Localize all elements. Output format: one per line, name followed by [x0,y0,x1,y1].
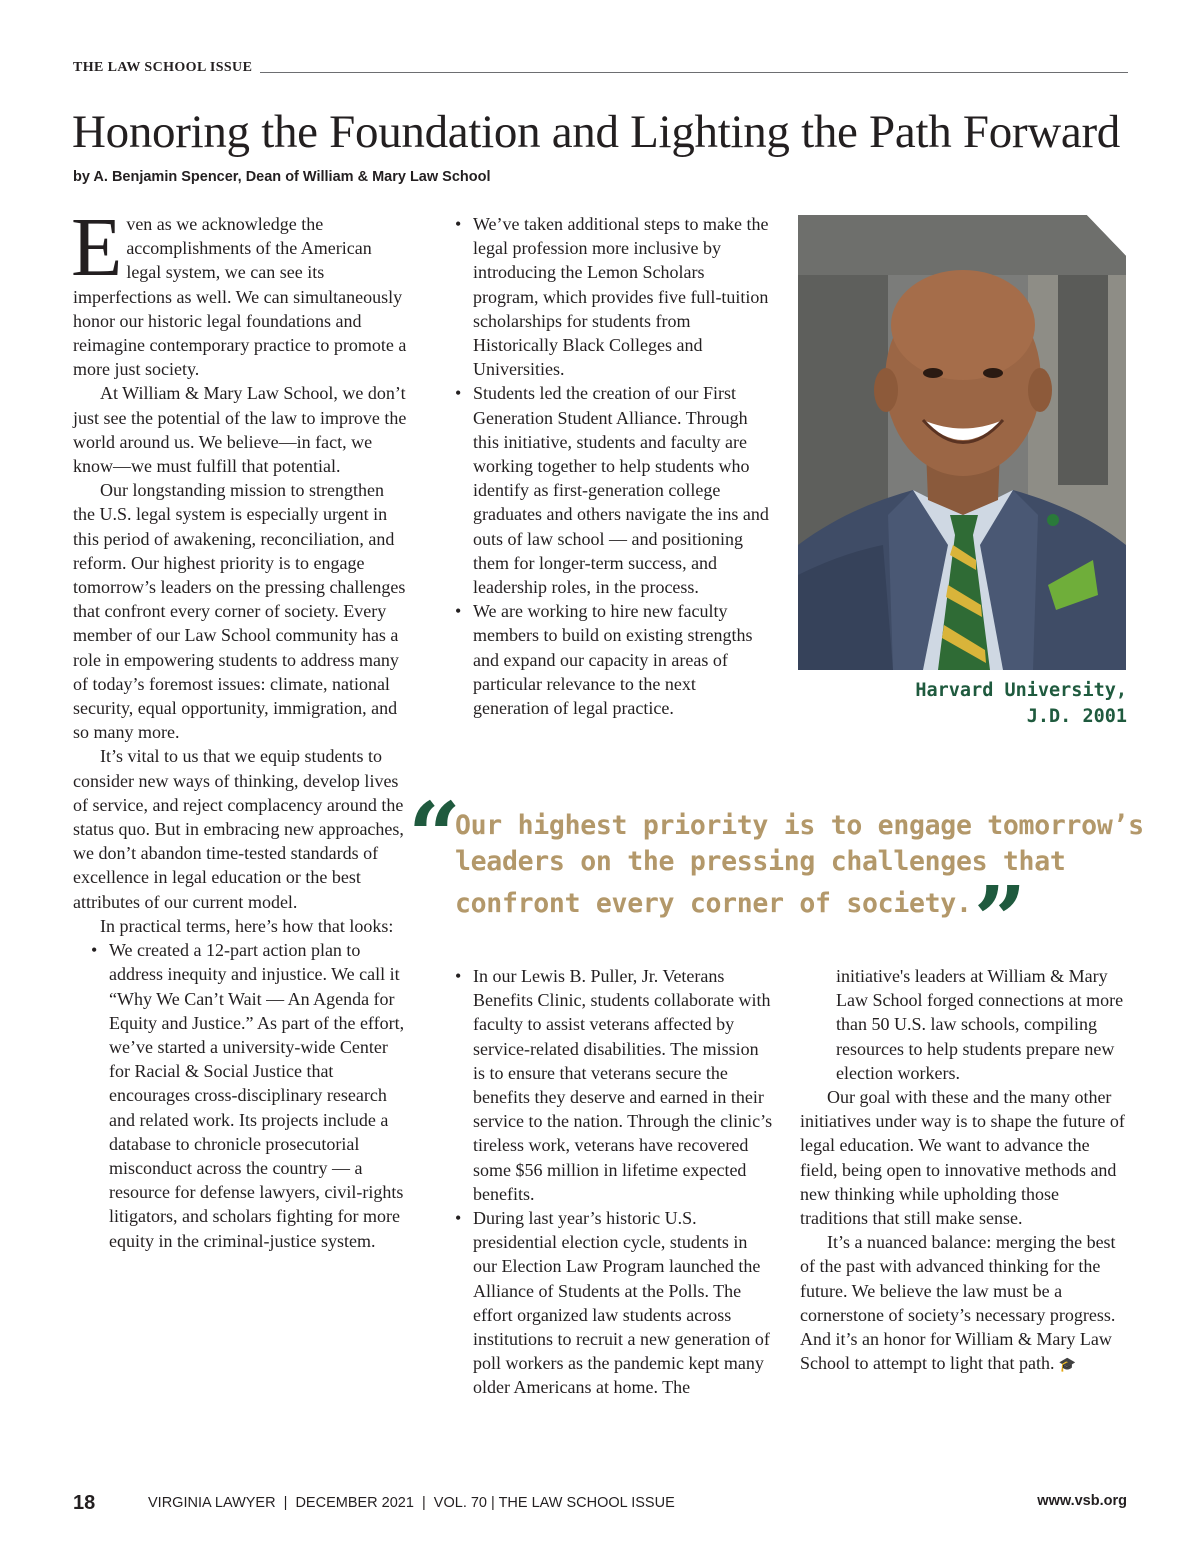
byline: by A. Benjamin Spencer, Dean of William & Mary Law School [73,169,491,185]
footer-url: www.vsb.org [1037,1493,1127,1509]
author-photo [798,215,1126,670]
closing-paragraph: It’s a nuanced balance: merging the best of the past with advanced thinking for the future. We believe the law must be a cornerstone of society’s necessary progress. And it’s an honor for William & Mary Law School to attempt to light that path. 🎓 [800,1232,1116,1374]
dropcap: E [71,201,123,294]
bullet-item: • We’ve taken additional steps to make the legal profession more inclusive by introducing the Lemon Scholars program, which provides five full-tuition scholarships for students from Historically Black Colleges and Universities. [473,212,773,381]
open-quote-mark: “ [408,782,461,890]
column-2-bottom [437,964,773,1400]
pull-quote [455,808,1145,974]
bullet-item: • Students led the creation of our First Generation Student Alliance. Through this initiative, students and faculty are working together to help students who identify as first-generation college graduates and others navigate the ins and outs of law school — and positioning them for longer-term success, and leadership roles, in the process. [473,381,773,599]
close-quote-mark: ” [973,866,1027,974]
paragraph: At William & Mary Law School, we don’t just see the potential of the law to improve the world around us. We believe—in fact, we know—we must fulfill that potential. [73,383,407,477]
column-1 [71,201,407,1253]
paragraph: Our longstanding mission to strengthen the U.S. legal system is especially urgent in this period of awakening, reconciliation, and reform. Our highest priority is to engage tomorrow’s leaders on the pressing challenges that confront every corner of society. Every member of our Law School community has a role in empowering students to address many of today’s foremost issues: climate, national security, equal opportunity, immigration, and so many more. [73,480,406,743]
caption-line-1: Harvard University, [915,680,1127,701]
page-number: 18 [73,1492,96,1514]
pull-quote-text: Our highest priority is to engage tomorrow’s leaders on the pressing challenges that confront every corner of society. [455,810,1144,919]
bullet-item: • During last year’s historic U.S. presidential election cycle, students in our Election Law Program launched the Alliance of Students at the Polls. The effort organized law students across institutions to recruit a new generation of poll workers as the pandemic kept many older Americans at home. The [473,1206,773,1400]
photo-caption [915,678,1127,730]
continued-bullet-text: initiative's leaders at William & Mary Law School forged connections at more than 50 U.S. law schools, compiling resources to help students prepare new election workers. [836,966,1124,1083]
mortarboard-icon: 🎓 [1058,1358,1076,1374]
paragraph: It’s vital to us that we equip students to consider new ways of thinking, develop lives of service, and reject complacency around the status quo. But in embracing new approaches, we don’t abandon time-tested standards of excellence in legal education or the best attributes of our current model. [73,746,404,912]
paragraph: In practical terms, here’s how that looks: [100,915,394,936]
caption-line-2: J.D. 2001 [1026,706,1127,727]
intro-text: ven as we acknowledge the accomplishments of the American legal system, we can see its imperfections as well. We can simultaneously honor our historic legal foundations and reimagine contemporary practice to promote a more just society. [73,214,407,380]
column-3 [800,964,1130,1378]
article-title: Honoring the Foundation and Lighting the Path Forward [72,106,1121,158]
column-2-top [437,212,773,720]
bullet-item: • In our Lewis B. Puller, Jr. Veterans Benefits Clinic, students collaborate with faculty to assist veterans affected by service-related disabilities. The mission is to ensure that veterans secure the benefits they deserve and earned in their service to the nation. Through the clinic’s tireless work, veterans have recovered some $56 million in lifetime expected benefits. [473,964,773,1206]
bullet-list [73,938,407,1253]
bullet-item: • We are working to hire new faculty members to build on existing strengths and expand our capacity in areas of particular relevance to the next generation of legal practice. [473,599,773,720]
bullet-list [437,964,773,1400]
portrait-illustration [798,215,1126,670]
footer-publication: VIRGINIA LAWYER | DECEMBER 2021 | VOL. 70 | THE LAW SCHOOL ISSUE [148,1495,675,1511]
intro-paragraph [71,201,407,381]
section-kicker: THE LAW SCHOOL ISSUE [73,60,260,76]
paragraph: Our goal with these and the many other initiatives under way is to shape the future of legal education. We want to advance the field, being open to innovative methods and new thinking while upholding those traditions that still make sense. [800,1087,1125,1229]
bullet-list [437,212,773,720]
bullet-item: • We created a 12-part action plan to address inequity and injustice. We call it “Why We Can’t Wait — An Agenda for Equity and Justice.” As part of the effort, we’ve started a university-wide Center for Racial & Social Justice that encourages cross-disciplinary research and related work. Its projects include a database to chronicle prosecutorial misconduct across the country — a resource for defense lawyers, civil-rights litigators, and scholars fighting for more equity in the criminal-justice system. [109,938,407,1253]
